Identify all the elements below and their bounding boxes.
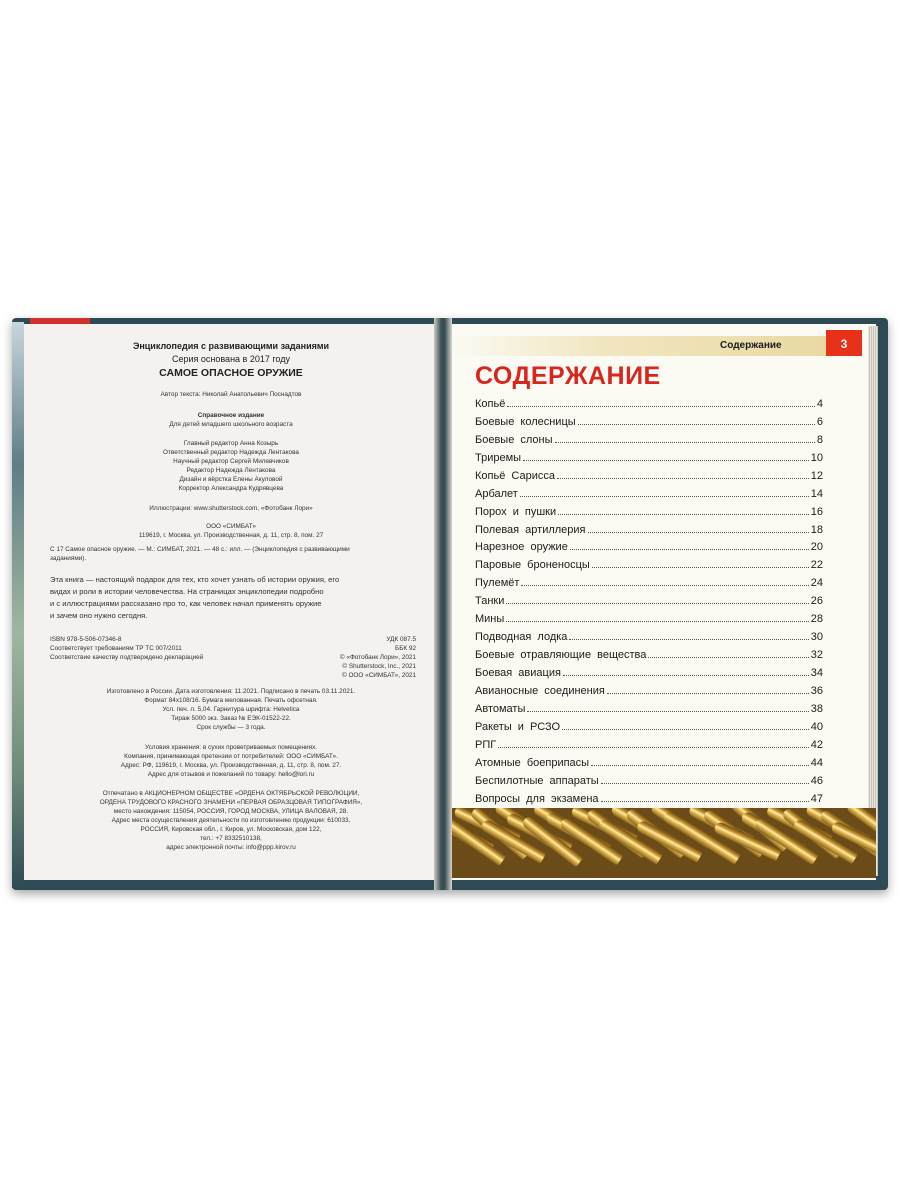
toc-entry-page: 30 <box>810 631 823 644</box>
credit-line: Корректор Александра Кудрявцева <box>178 485 284 492</box>
toc-leader <box>498 747 809 748</box>
storage-line: Компания, принимающая претензии от потребителей: ООО «СИМБАТ». <box>124 753 338 760</box>
toc-entry-title: Порох и пушки <box>475 505 557 518</box>
toc-entry-page: 6 <box>816 415 823 428</box>
printer-line: место нахождения: 115054, РОССИЯ, ГОРОД МОСКВА, УЛИЦА ВАЛОВАЯ, 28. <box>113 808 349 815</box>
toc-entry <box>475 607 823 625</box>
toc-entry-page: 20 <box>810 541 823 554</box>
toc-entry <box>475 482 823 500</box>
copyright-line: © Shutterstock, Inc., 2021 <box>342 663 416 670</box>
toc-entry-page: 4 <box>816 397 823 410</box>
toc-leader <box>523 460 809 461</box>
toc-leader <box>557 478 809 479</box>
imprint-page <box>24 324 438 880</box>
toc-entry-title: Арбалет <box>475 487 518 500</box>
description-line: видах и роли в истории человечества. На страницах энциклопедии подробно <box>50 587 324 596</box>
toc-entry <box>475 392 823 410</box>
toc-entry <box>475 428 823 446</box>
credit-line: Главный редактор Анна Козырь <box>183 440 279 447</box>
toc-leader <box>607 693 809 694</box>
toc-entry <box>475 571 823 589</box>
printer-line: адрес электронной почты: info@ppp.kirov.ru <box>166 844 296 851</box>
toc-entry <box>475 697 823 715</box>
toc-leader <box>506 621 808 622</box>
printer-line: ОРДЕНА ТРУДОВОГО КРАСНОГО ЗНАМЕНИ «ПЕРВАЯ ОБРАЗЦОВАЯ ТИПОГРАФИЯ», <box>99 799 363 806</box>
table-of-contents <box>475 392 823 805</box>
toc-entry <box>475 589 823 607</box>
toc-entry-page: 28 <box>810 613 823 626</box>
toc-entry-title: Боевые слоны <box>475 433 553 446</box>
toc-leader <box>521 585 808 586</box>
toc-entry <box>475 715 823 733</box>
toc-entry-title: Боевые отравляющие вещества <box>475 649 647 662</box>
toc-leader <box>507 406 815 407</box>
toc-entry-page: 44 <box>810 756 823 769</box>
production-line: Тираж 5000 экз. Заказ № ЕЭК-01522-22. <box>171 715 291 722</box>
toc-entry-page: 16 <box>810 505 823 518</box>
series-founded: Серия основана в 2017 году <box>171 354 290 364</box>
isbn-line: Соответствие качеству подтверждено декларацией <box>50 654 204 661</box>
toc-leader <box>555 442 815 443</box>
toc-entry <box>475 553 823 571</box>
toc-entry-title: Мины <box>475 613 505 626</box>
credit-line: Научный редактор Сергей Милевчиков <box>173 458 289 465</box>
toc-entry-page: 38 <box>810 702 823 715</box>
toc-entry <box>475 446 823 464</box>
storage-line: Адрес для отзывов и пожеланий по товару: hello@lori.ru <box>147 771 315 778</box>
toc-entry <box>475 679 823 697</box>
toc-entry-title: Копьё Сарисса <box>475 469 555 482</box>
toc-entry-page: 10 <box>810 451 823 464</box>
cover-photo-edge <box>12 322 24 888</box>
toc-leader <box>570 549 809 550</box>
credit-line: Редактор Надежда Лентакова <box>186 467 276 474</box>
toc-entry-title: Авианосные соединения <box>475 684 605 697</box>
production-line: Изготовлено в России. Дата изготовления: 11.2021. Подписано в печать 03.11.2021. <box>106 688 356 695</box>
printer-line: РОССИЯ, Кировская обл., г. Киров, ул. Московская, дом 122, <box>140 826 322 833</box>
toc-entry-page: 26 <box>810 595 823 608</box>
toc-leader <box>648 657 808 658</box>
page-edges <box>868 326 878 876</box>
toc-leader <box>558 514 809 515</box>
toc-leader <box>569 639 808 640</box>
toc-entry <box>475 751 823 769</box>
toc-entry-title: Паровые броненосцы <box>475 559 590 572</box>
toc-leader <box>592 567 809 568</box>
printer-line: тел.: +7 8332510138, <box>200 835 262 842</box>
toc-title: СОДЕРЖАНИЕ <box>475 362 661 390</box>
toc-entry-page: 36 <box>810 684 823 697</box>
toc-entry-page: 8 <box>816 433 823 446</box>
toc-leader <box>506 603 808 604</box>
isbn-line: ISBN 978-5-506-07346-8 <box>50 636 122 643</box>
toc-entry-title: РПГ <box>475 738 497 751</box>
isbn-line: Соответствует требованиям ТР ТС 007/2011 <box>50 645 182 652</box>
toc-entry <box>475 500 823 518</box>
book-title: САМОЕ ОПАСНОЕ ОРУЖИЕ <box>159 367 303 379</box>
description-line: и с иллюстрациями рассказано про то, как человек начал применять оружие <box>50 599 322 608</box>
publisher-name: ООО «СИМБАТ» <box>206 523 256 530</box>
toc-entry <box>475 410 823 428</box>
toc-entry-title: Беспилотные аппараты <box>475 774 599 787</box>
toc-entry-page: 46 <box>810 774 823 787</box>
section-header-label: Содержание <box>720 340 782 351</box>
edition-type: Справочное издание <box>197 412 265 419</box>
toc-entry-title: Танки <box>475 595 505 608</box>
toc-leader <box>601 783 809 784</box>
page-number: 3 <box>826 330 862 356</box>
audience-line: Для детей младшего школьного возраста <box>169 421 293 428</box>
description-line: и зачем оно нужно сегодня. <box>50 611 148 620</box>
toc-entry-title: Нарезное оружие <box>475 541 568 554</box>
printer-line: Отпечатано в АКЦИОНЕРНОМ ОБЩЕСТВЕ «ОРДЕНА ОКТЯБРЬСКОЙ РЕВОЛЮЦИИ, <box>102 790 360 797</box>
toc-leader <box>578 424 815 425</box>
udc-line: ББК 92 <box>395 645 416 652</box>
author-line: Автор текста: Николай Анатольевич Поснадтов <box>160 391 302 398</box>
copyright-line: © «Фотобанк Лори», 2021 <box>339 654 416 661</box>
udc-line: УДК 087.5 <box>386 636 416 643</box>
toc-entry-page: 24 <box>810 577 823 590</box>
printer-line: Адрес места осуществления деятельности по изготовлению продукции: 610033, <box>111 817 351 824</box>
toc-leader <box>591 765 809 766</box>
production-line: Усл. печ. л. 5,04. Гарнитура шрифта: Helvetica <box>162 706 300 713</box>
toc-leader <box>527 711 808 712</box>
toc-entry <box>475 464 823 482</box>
toc-entry-title: Подводная лодка <box>475 631 568 644</box>
toc-entry-title: Атомные боеприпасы <box>475 756 590 769</box>
catalog-line: С 17 Самое опасное оружие. — М.: СИМБАТ, 2021. — 48 с.: илл. — (Энциклопедия с развивающими <box>50 546 350 553</box>
catalog-line: заданиями). <box>50 555 87 562</box>
publisher-address: 119619, г. Москва, ул. Производственная, д. 11, стр. 8, пом. 27 <box>138 532 324 539</box>
toc-entry <box>475 787 823 805</box>
toc-entry-title: Триремы <box>475 451 522 464</box>
toc-entry-title: Вопросы для экзамена <box>475 792 599 805</box>
toc-leader <box>588 532 809 533</box>
toc-entry <box>475 733 823 751</box>
toc-entry <box>475 625 823 643</box>
toc-entry-page: 42 <box>810 738 823 751</box>
credit-line: Ответственный редактор Надежда Лентакова <box>163 449 299 456</box>
toc-entry <box>475 536 823 554</box>
toc-entry-page: 40 <box>810 720 823 733</box>
production-line: Срок службы — 3 года. <box>196 724 266 731</box>
toc-entry-page: 18 <box>810 523 823 536</box>
toc-entry <box>475 769 823 787</box>
toc-entry-title: Боевые колесницы <box>475 415 576 428</box>
toc-entry-title: Пулемёт <box>475 577 520 590</box>
toc-leader <box>562 729 809 730</box>
toc-leader <box>563 675 809 676</box>
toc-entry-title: Автоматы <box>475 702 526 715</box>
storage-line: Адрес: РФ, 119619, г. Москва, ул. Производственная, д. 11, стр. 8, пом. 27. <box>120 762 342 769</box>
storage-line: Условия хранения: в сухих проветриваемых помещениях. <box>144 744 318 751</box>
toc-entry-title: Копьё <box>475 397 506 410</box>
toc-entry-page: 22 <box>810 559 823 572</box>
toc-entry <box>475 643 823 661</box>
series-title: Энциклопедия с развивающими заданиями <box>132 341 330 351</box>
toc-entry-title: Полевая артиллерия <box>475 523 586 536</box>
toc-entry-page: 32 <box>810 649 823 662</box>
toc-entry-page: 12 <box>810 469 823 482</box>
description-line: Эта книга — настоящий подарок для тех, кто хочет узнать об истории оружия, его <box>50 575 340 584</box>
credit-line: Дизайн и вёрстка Елены Акуловой <box>179 476 283 483</box>
toc-entry-title: Ракеты и РСЗО <box>475 720 561 733</box>
toc-leader <box>520 496 809 497</box>
toc-entry <box>475 661 823 679</box>
illustrations-credit: Иллюстрации: www.shutterstock.com, «Фотобанк Лори» <box>149 505 313 512</box>
production-line: Формат 84х108/16. Бумага мелованная. Печать офсетная. <box>144 697 318 704</box>
ammunition-photo <box>452 808 876 878</box>
toc-entry <box>475 518 823 536</box>
toc-entry-page: 34 <box>810 667 823 679</box>
toc-entry-page: 47 <box>810 792 823 805</box>
toc-entry-page: 14 <box>810 487 823 500</box>
toc-leader <box>601 801 809 802</box>
toc-entry-title: Боевая авиация <box>475 667 561 679</box>
copyright-line: © ООО «СИМБАТ», 2021 <box>341 672 416 679</box>
